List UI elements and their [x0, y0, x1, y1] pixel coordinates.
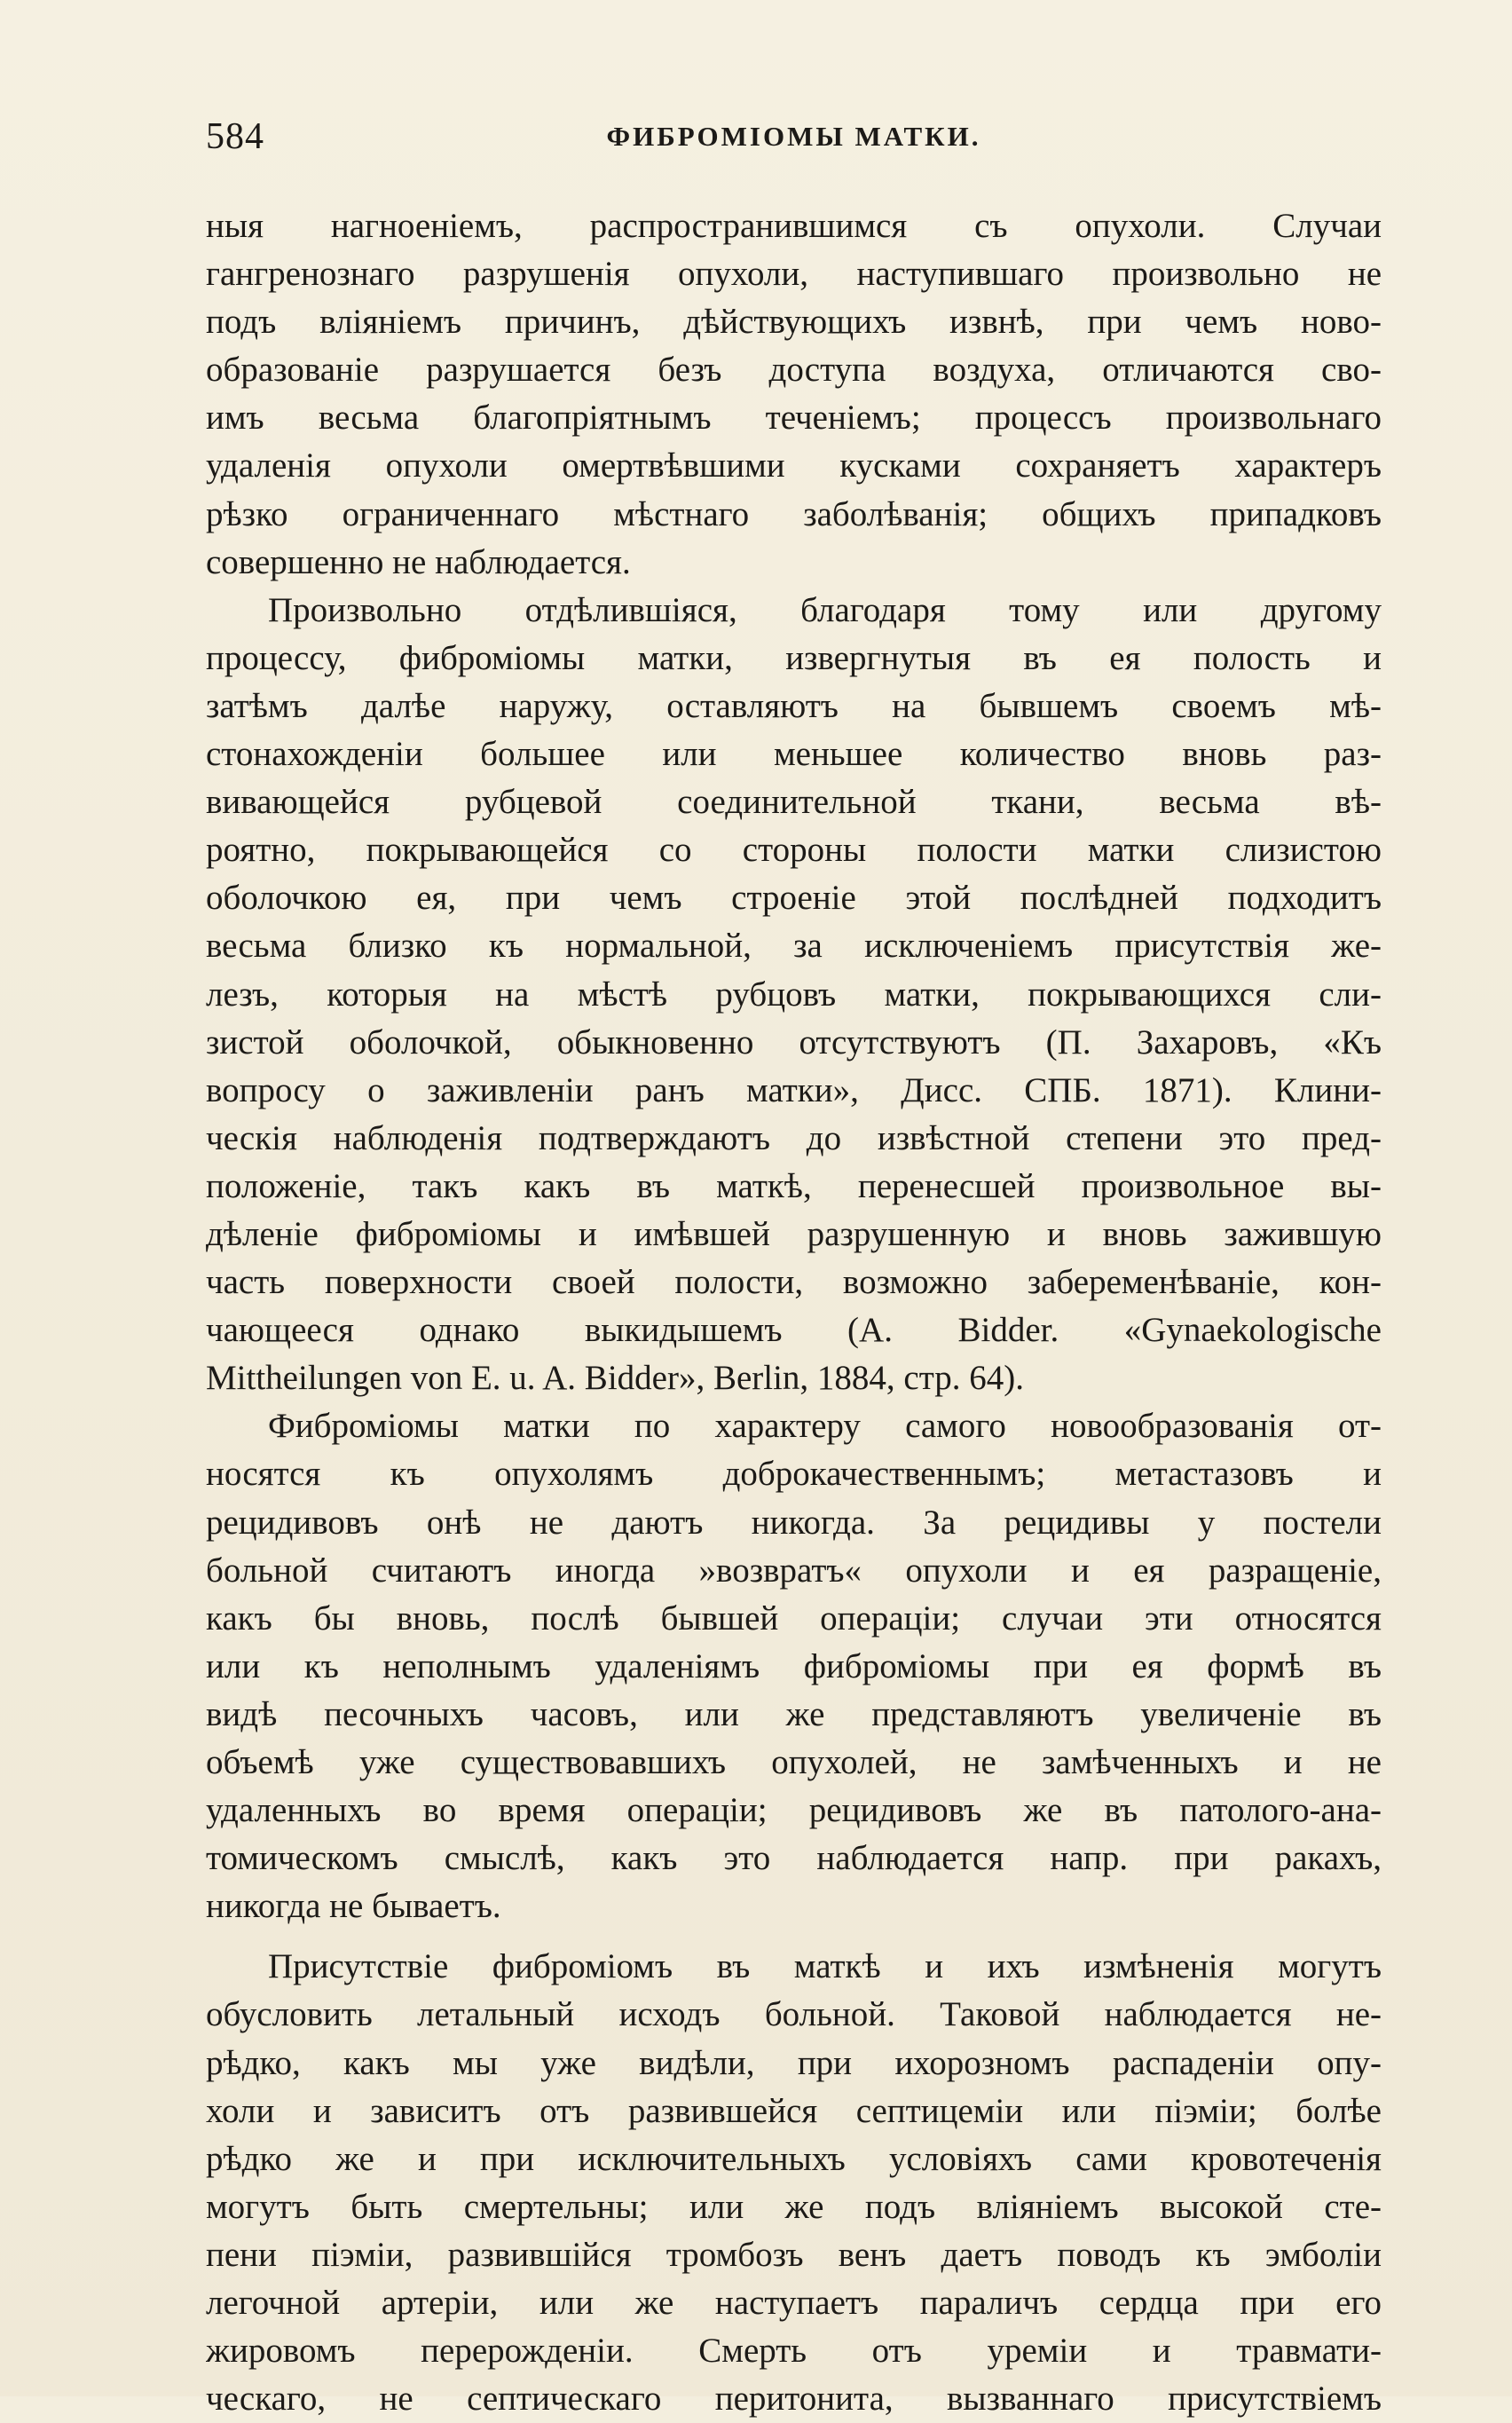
text-line: ческаго, не септическаго перитонита, вызваннаго присутствіемъ — [206, 2380, 1382, 2419]
text-line: обусловить летальный исходъ больной. Таковой наблюдается не- — [206, 1995, 1382, 2034]
text-line: рѣдко же и при исключительныхъ условіяхъ сами кровотеченія — [206, 2139, 1382, 2178]
text-line: ческія наблюденія подтверждаютъ до извѣстной степени это пред- — [206, 1118, 1382, 1157]
text-line: холи и зависитъ отъ развившейся септицеміи или піэміи; болѣе — [206, 2091, 1382, 2130]
text-line: оболочкою ея, при чемъ строеніе этой послѣдней подходитъ — [206, 879, 1382, 918]
text-line: рѣзко ограниченнаго мѣстнаго заболѣванія; общихъ припадковъ — [206, 494, 1382, 533]
text-line: образованіе разрушается безъ доступа воздуха, отличаются сво- — [206, 351, 1382, 390]
text-line: процессу, фиброміомы матки, извергнутыя въ ея полость и — [206, 638, 1382, 677]
text-line: подъ вліяніемъ причинъ, дѣйствующихъ извнѣ, при чемъ ново- — [206, 303, 1382, 342]
paragraph-first-line: Произвольно отдѣлившіяся, благодаря тому или другому — [268, 590, 1382, 629]
text-line: чающееся однако выкидышемъ (A. Bidder. «Gynaekologische — [206, 1311, 1382, 1350]
text-line: стонахожденіи большее или меньшее количество вновь раз- — [206, 735, 1382, 774]
text-line: положеніе, такъ какъ въ маткѣ, перенесшей произвольное вы- — [206, 1166, 1382, 1205]
text-line: гангренознаго разрушенія опухоли, наступившаго произвольно не — [206, 255, 1382, 294]
text-line: носятся къ опухолямъ доброкачественнымъ; метастазовъ и — [206, 1455, 1382, 1494]
text-line: весьма близко къ нормальной, за исключеніемъ присутствія же- — [206, 927, 1382, 966]
text-line: какъ бы вновь, послѣ бывшей операціи; случаи эти относятся — [206, 1598, 1382, 1638]
running-title: ФИБРОМІОМЫ МАТКИ. — [606, 121, 981, 152]
text-line: имъ весьма благопріятнымъ теченіемъ; процессъ произвольнаго — [206, 399, 1382, 438]
text-line: зистой оболочкой, обыкновенно отсутствуютъ (П. Захаровъ, «Къ — [206, 1022, 1382, 1062]
text-line: затѣмъ далѣе наружу, оставляютъ на бывшемъ своемъ мѣ- — [206, 686, 1382, 725]
text-line: томическомъ смыслѣ, какъ это наблюдается напр. при ракахъ, — [206, 1839, 1382, 1878]
text-line: жировомъ перерожденіи. Смерть отъ уреміи и травмати- — [206, 2332, 1382, 2371]
text-line: вивающейся рубцевой соединительной ткани, весьма вѣ- — [206, 783, 1382, 822]
text-line: роятно, покрывающейся со стороны полости матки слизистою — [206, 831, 1382, 870]
text-line: лезъ, которыя на мѣстѣ рубцовъ матки, покрывающихся сли- — [206, 975, 1382, 1014]
body-text — [206, 202, 1382, 2423]
text-line: ныя нагноеніемъ, распространившимся съ опухоли. Случаи — [206, 207, 1382, 245]
text-line: видѣ песочныхъ часовъ, или же представляютъ увеличеніе въ — [206, 1694, 1382, 1733]
running-head — [206, 115, 1382, 169]
text-line: или къ неполнымъ удаленіямъ фиброміомы при ея формѣ въ — [206, 1646, 1382, 1685]
text-line: легочной артеріи, или же наступаетъ параличъ сердца при его — [206, 2284, 1382, 2323]
text-line: вопросу о заживленіи ранъ матки», Дисс. СПБ. 1871). Клини- — [206, 1070, 1382, 1109]
text-line: Mittheilungen von E. u. A. Bidder», Berlin, 1884, стр. 64). — [206, 1359, 1025, 1398]
text-line: дѣленіе фиброміомы и имѣвшей разрушенную и вновь зажившую — [206, 1214, 1382, 1253]
text-line: рецидивовъ онѣ не даютъ никогда. За рецидивы у постели — [206, 1503, 1382, 1542]
paragraph-first-line: Фиброміомы матки по характеру самого новообразованія от- — [268, 1407, 1382, 1446]
text-line: удаленныхъ во время операціи; рецидивовъ же въ патолого-ана- — [206, 1791, 1382, 1830]
page-number: 584 — [206, 116, 264, 157]
text-line: объемѣ уже существовавшихъ опухолей, не замѣченныхъ и не — [206, 1743, 1382, 1781]
text-line: больной считаютъ иногда »возвратъ« опухоли и ея разращеніе, — [206, 1551, 1382, 1590]
text-line: никогда не бываетъ. — [206, 1887, 501, 1926]
text-line: пени піэміи, развившійся тромбозъ венъ даетъ поводъ къ эмболіи — [206, 2235, 1382, 2274]
text-line: удаленія опухоли омертвѣвшими кусками сохраняетъ характеръ — [206, 446, 1382, 485]
text-line: совершенно не наблюдается. — [206, 542, 631, 581]
text-line: рѣдко, какъ мы уже видѣли, при ихорозномъ распаденіи опу- — [206, 2043, 1382, 2082]
text-line: часть поверхности своей полости, возможно забеременѣваніе, кон- — [206, 1263, 1382, 1302]
text-line: могутъ быть смертельны; или же подъ вліяніемъ высокой сте- — [206, 2187, 1382, 2226]
paragraph-first-line: Присутствіе фиброміомъ въ маткѣ и ихъ измѣненія могутъ — [268, 1947, 1382, 1986]
